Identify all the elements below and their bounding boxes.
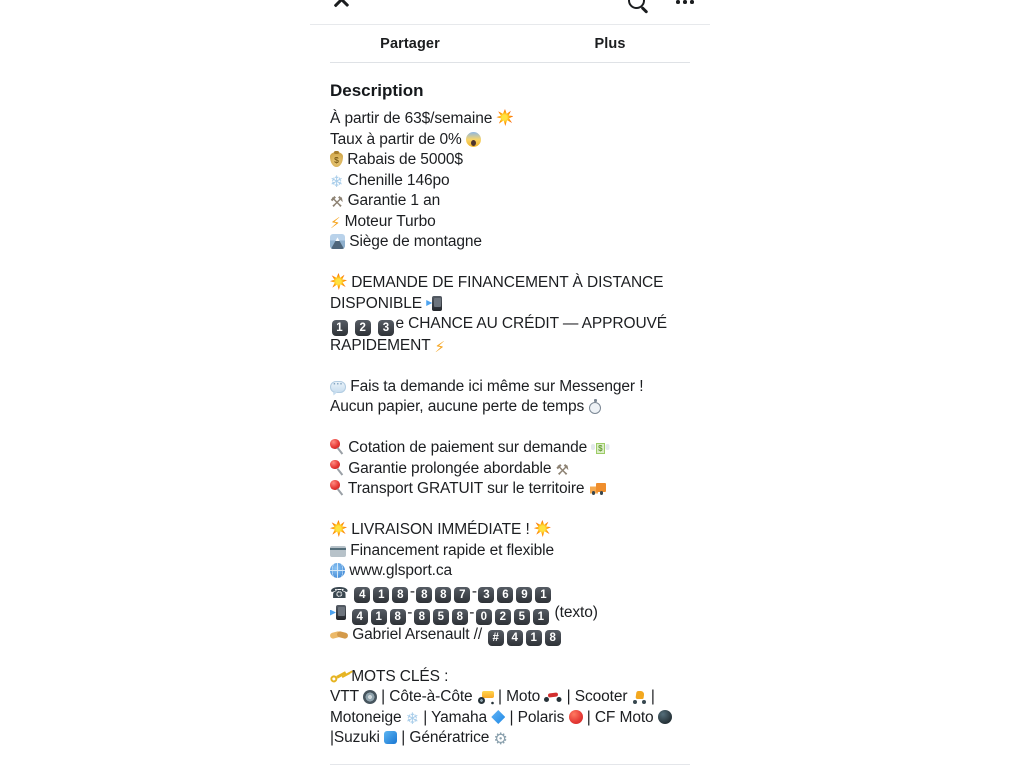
description-line: ❄ Chenille 146po (330, 171, 690, 192)
speech-icon (330, 381, 346, 393)
description-line: VTT | Côte-à-Côte | Moto | Scooter | Motoneige ❄ | Yamaha | Polaris | CF Moto |Suzuki | Génératrice ⚙ (330, 687, 690, 749)
scooter-icon (632, 691, 647, 704)
motorcycle-icon (544, 692, 562, 702)
description-line: Financement rapide et flexible (330, 541, 690, 562)
handshake-icon (330, 630, 348, 640)
listing-detail-panel (310, 0, 710, 768)
search-icon[interactable] (628, 0, 650, 14)
keycap-8-icon: 8 (435, 587, 451, 603)
more-options-icon[interactable] (676, 0, 696, 5)
description-line: Siège de montagne (330, 232, 690, 253)
keycap-hash-icon: # (488, 630, 504, 646)
description-line: Aucun papier, aucune perte de temps (330, 397, 690, 418)
tools-icon (330, 195, 343, 211)
description-line: DEMANDE DE FINANCEMENT À DISTANCE DISPONIBLE (330, 274, 664, 312)
keycap-6-icon: 6 (497, 587, 513, 603)
globe-icon (330, 563, 345, 578)
keycap-2-icon: 2 (355, 320, 371, 336)
bottom-divider (330, 764, 690, 765)
description-line: ⚒ Garantie 1 an (330, 191, 690, 212)
description-section (310, 80, 710, 749)
mountain-icon (330, 234, 345, 249)
keycap-8-icon: 8 (390, 609, 406, 625)
snowflake-icon (406, 712, 419, 728)
description-line (330, 253, 690, 274)
description-line: $ Rabais de 5000$ (330, 150, 690, 171)
collision-icon (330, 520, 347, 537)
description-line: Gabriel Arsenault // # 4 1 8 (330, 625, 690, 647)
description-line: www.glsport.ca (330, 561, 690, 582)
keycap-9-icon: 9 (516, 587, 532, 603)
collision-icon (330, 273, 347, 290)
pushpin-icon (330, 439, 344, 455)
plus-button[interactable]: Plus (510, 25, 710, 62)
close-icon[interactable] (332, 0, 351, 9)
blue-diamond-icon (491, 710, 505, 724)
pushpin-icon (330, 460, 344, 476)
keycap-1-icon: 1 (526, 630, 542, 646)
tractor-icon (477, 691, 494, 704)
description-line: Taux à partir de 0% (330, 130, 690, 151)
description-line: ⚡ Moteur Turbo (330, 212, 690, 233)
keycap-1-icon: 1 (373, 587, 389, 603)
description-line: MOTS CLÉS : (330, 667, 690, 688)
description-line: 1 2 3 e CHANCE AU CRÉDIT — APPROUVÉ RAPIDEMENT ⚡ (330, 314, 690, 356)
phone-icon (330, 586, 349, 602)
stopwatch-icon (588, 398, 603, 414)
description-line: LIVRAISON IMMÉDIATE ! (330, 520, 690, 541)
keycap-2-icon: 2 (495, 609, 511, 625)
description-line (330, 356, 690, 377)
keycap-3-icon: 3 (478, 587, 494, 603)
keycap-1-icon: 1 (371, 609, 387, 625)
description-lines (330, 109, 690, 749)
description-line (330, 500, 690, 521)
keycap-4-icon: 4 (354, 587, 370, 603)
description-line: ··· Fais ta demande ici même sur Messenger ! (330, 377, 690, 398)
keycap-7-icon: 7 (454, 587, 470, 603)
credit-card-icon (330, 546, 346, 557)
tools-icon (556, 463, 569, 479)
keycap-1-icon: 1 (332, 320, 348, 336)
collision-icon (496, 109, 513, 126)
bolt-icon (330, 216, 340, 232)
wheel-icon (363, 690, 377, 704)
keycap-8-icon: 8 (414, 609, 430, 625)
collision-icon (534, 520, 551, 537)
pushpin-icon (330, 480, 344, 496)
description-title: Description (330, 81, 424, 100)
scream-icon (466, 132, 481, 147)
keycap-8-icon: 8 (545, 630, 561, 646)
keycap-5-icon: 5 (514, 609, 530, 625)
description-line: À partir de 63$/semaine (330, 109, 690, 130)
red-circle-icon (569, 710, 583, 724)
phone-arrow-icon (336, 605, 346, 620)
keycap-3-icon: 3 (378, 320, 394, 336)
snowflake-icon (330, 175, 343, 191)
share-button[interactable]: Partager (310, 25, 510, 62)
description-line: ☎ 4 1 8 - 8 8 7 - 3 6 9 1 (330, 582, 690, 604)
description-line: Cotation de paiement sur demande $ (330, 438, 690, 459)
keycap-1-icon: 1 (535, 587, 551, 603)
keycap-1-icon: 1 (533, 609, 549, 625)
keycap-8-icon: 8 (452, 609, 468, 625)
action-row (310, 25, 710, 62)
description-line: 4 1 8 - 8 5 8 - 0 2 5 1 (texto) (330, 603, 690, 625)
phone-arrow-icon (432, 296, 442, 311)
black-circle-icon (658, 710, 672, 724)
top-app-bar (310, 0, 710, 25)
money-bag-icon (330, 152, 343, 167)
key-icon (328, 667, 349, 686)
keycap-4-icon: 4 (352, 609, 368, 625)
description-line: Transport GRATUIT sur le territoire (330, 479, 690, 500)
bolt-icon (435, 340, 445, 356)
keycap-8-icon: 8 (416, 587, 432, 603)
keycap-0-icon: 0 (476, 609, 492, 625)
keycap-5-icon: 5 (433, 609, 449, 625)
description-line (330, 646, 690, 667)
description-line (330, 418, 690, 439)
divider (330, 62, 690, 63)
blue-square-icon (384, 731, 397, 744)
description-line: Garantie prolongée abordable ⚒ (330, 459, 690, 480)
keycap-4-icon: 4 (507, 630, 523, 646)
truck-icon (589, 483, 606, 495)
money-wings-icon (591, 443, 609, 454)
keycap-8-icon: 8 (392, 587, 408, 603)
gear-icon (494, 732, 508, 748)
